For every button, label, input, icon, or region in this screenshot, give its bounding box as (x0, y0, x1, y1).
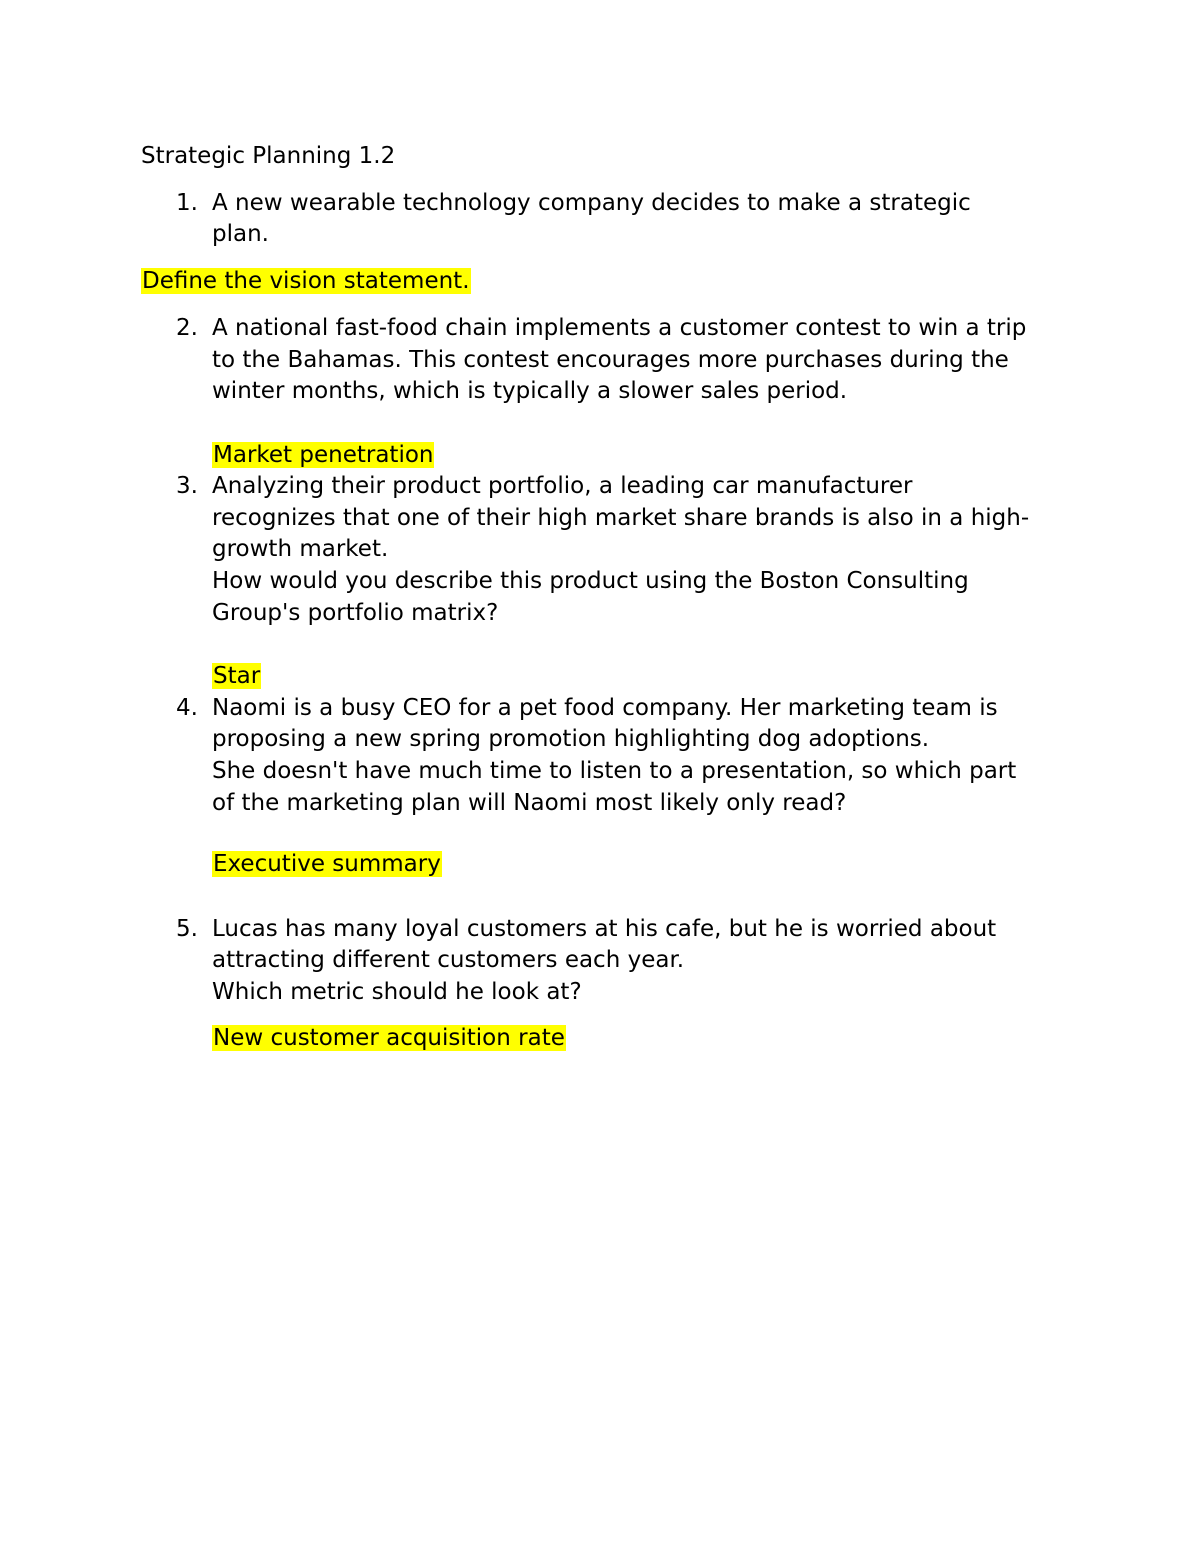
question-1-answer (141, 265, 471, 297)
question-3-answer (212, 660, 261, 692)
question-5-line-2: attracting different customers each year. (212, 947, 685, 973)
question-5-line-3: Which metric should he look at? (212, 979, 582, 1005)
question-1-line-2: plan. (212, 221, 269, 247)
question-2-line-1: A national fast-food chain implements a customer contest to win a trip (212, 315, 1027, 341)
question-4-line-1: Naomi is a busy CEO for a pet food company. Her marketing team is (212, 695, 998, 721)
answer-highlight: Executive summary (213, 851, 441, 877)
question-3-line-5: Group's portfolio matrix? (212, 600, 499, 626)
question-5-line-1: Lucas has many loyal customers at his cafe, but he is worried about (212, 916, 997, 942)
answer-highlight: New customer acquisition rate (213, 1025, 565, 1051)
question-4-line-2: proposing a new spring promotion highlighting dog adoptions. (212, 726, 930, 752)
question-3-line-3: growth market. (212, 536, 389, 562)
answer-highlight: Define the vision statement. (142, 268, 470, 294)
question-1-line-1: A new wearable technology company decides to make a strategic (212, 190, 971, 216)
question-2-answer (212, 439, 434, 471)
question-3-line-4: How would you describe this product using the Boston Consulting (212, 568, 969, 594)
question-4-line-3: She doesn't have much time to listen to a presentation, so which part (212, 758, 1017, 784)
question-5-answer (212, 1022, 566, 1054)
question-2-line-2: to the Bahamas. This contest encourages more purchases during the (212, 347, 1009, 373)
question-2-line-3: winter months, which is typically a slower sales period. (212, 378, 848, 404)
question-4-line-4: of the marketing plan will Naomi most likely only read? (212, 790, 847, 816)
question-4-answer (212, 848, 442, 880)
document-title: Strategic Planning 1.2 (141, 143, 396, 169)
question-2-number: 2. (176, 315, 198, 341)
question-3-number: 3. (176, 473, 198, 499)
question-3-line-2: recognizes that one of their high market share brands is also in a high- (212, 505, 1030, 531)
question-1-number: 1. (176, 190, 198, 216)
answer-highlight: Market penetration (213, 442, 434, 468)
question-4-number: 4. (176, 695, 198, 721)
question-3-line-1: Analyzing their product portfolio, a leading car manufacturer (212, 473, 913, 499)
answer-highlight: Star (213, 663, 261, 689)
question-5-number: 5. (176, 916, 198, 942)
